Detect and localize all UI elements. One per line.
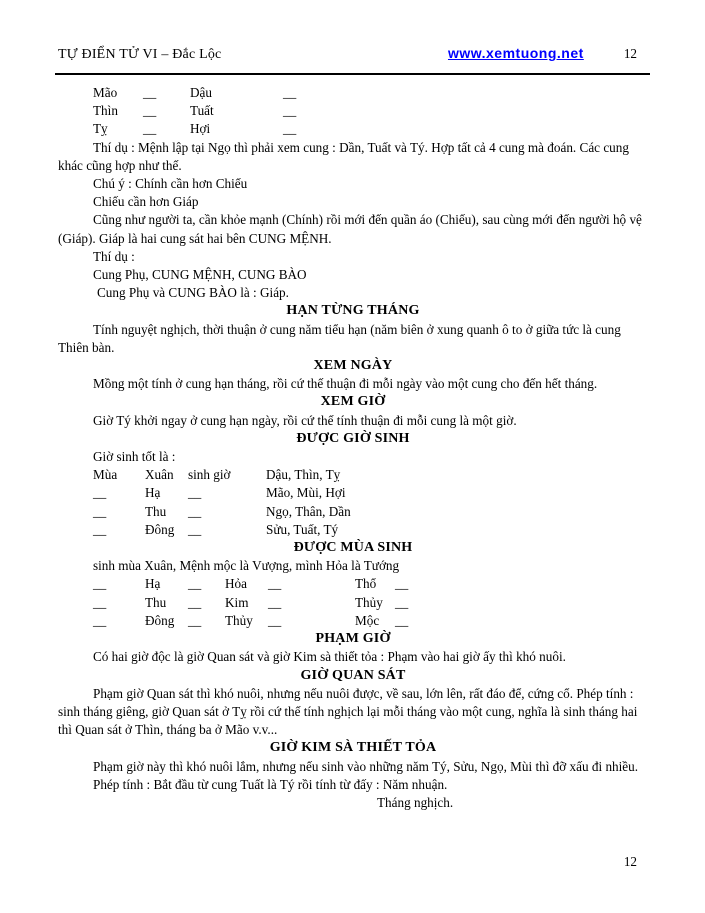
season-cell: Xuân bbox=[145, 467, 174, 483]
paragraph-thang-nghich: Tháng nghịch. bbox=[377, 794, 454, 810]
cung-cell: Hợi bbox=[190, 121, 211, 137]
ditto-mark: __ bbox=[93, 576, 107, 592]
paragraph-pham-gio: Có hai giờ độc là giờ Quan sát và giờ Kim sà thiết tỏa : Phạm vào hai giờ ấy thì khó nuôi. bbox=[93, 649, 566, 665]
section-heading-gio-quan-sat: GIỜ QUAN SÁT bbox=[300, 667, 406, 683]
hours-cell: Mão, Mùi, Hợi bbox=[266, 485, 346, 501]
paragraph-han-tung-thang: Tính nguyệt nghịch, thời thuận ở cung năm tiểu hạn (năm biên ở xung quanh ô to ở giữa tức là cung Thiên bàn. bbox=[58, 321, 621, 355]
section-heading-xem-gio: XEM GIỜ bbox=[320, 394, 386, 410]
ditto-mark: __ bbox=[188, 594, 202, 610]
ditto-mark: __ bbox=[93, 594, 107, 610]
page-header bbox=[0, 0, 705, 64]
ditto-mark: __ bbox=[268, 594, 282, 610]
section-heading-duoc-mua-sinh: ĐƯỢC MÙA SINH bbox=[293, 540, 413, 556]
book-title: TỰ ĐIỂN TỬ VI – Đắc Lộc bbox=[58, 47, 222, 62]
gio-label: sinh giờ bbox=[188, 467, 231, 483]
paragraph-cung-nhu: Cũng như người ta, cần khỏe mạnh (Chính) rồi mới đến quần áo (Chiếu), sau cùng mới đến người hộ vệ (Giáp). Giáp là hai cung sát hai bên CUNG MỆNH. bbox=[58, 212, 642, 246]
section-heading-han-tung-thang: HẠN TỪNG THÁNG bbox=[286, 303, 420, 319]
gio-sinh-table-row bbox=[58, 521, 648, 539]
season-cell: Hạ bbox=[145, 485, 161, 501]
section-heading-pham-gio: PHẠM GIỜ bbox=[315, 631, 391, 647]
gio-sinh-table-row bbox=[58, 484, 648, 502]
mua-sinh-table-row bbox=[58, 594, 648, 612]
ditto-mark: __ bbox=[283, 103, 297, 119]
ditto-mark: __ bbox=[268, 576, 282, 592]
header-right bbox=[448, 44, 648, 63]
ditto-mark: __ bbox=[188, 503, 202, 519]
hours-cell: Sửu, Tuất, Tý bbox=[266, 521, 339, 537]
paragraph-gio-kim-sa: Phạm giờ này thì khó nuôi lắm, nhưng nếu sinh vào những năm Tý, Sửu, Ngọ, Mùi thì đỡ xấu đi nhiều. bbox=[93, 758, 639, 774]
hours-cell: Dậu, Thìn, Tỵ bbox=[266, 467, 341, 483]
ditto-mark: __ bbox=[395, 576, 409, 592]
cung-cell: Mão bbox=[93, 85, 118, 100]
ditto-mark: __ bbox=[283, 85, 297, 100]
paragraph-chieu-can: Chiếu cần hơn Giáp bbox=[93, 194, 199, 210]
ditto-mark: __ bbox=[188, 576, 202, 592]
ditto-mark: __ bbox=[143, 121, 157, 137]
page-content bbox=[58, 84, 648, 812]
gio-sinh-table-row bbox=[58, 466, 648, 484]
element-cell: Thủy bbox=[355, 594, 383, 610]
paragraph-thi-du-menh: Thí dụ : Mệnh lập tại Ngọ thì phải xem cung : Dần, Tuất và Tý. Hợp tất cả 4 cung mà đoán. Các cung khác cũng hợp như thế. bbox=[58, 139, 629, 173]
element-cell: Kim bbox=[225, 594, 249, 610]
ditto-mark: __ bbox=[93, 521, 107, 537]
cung-table-row bbox=[58, 102, 648, 120]
page-number-bottom: 12 bbox=[623, 854, 637, 869]
ditto-mark: __ bbox=[93, 503, 107, 519]
ditto-mark: __ bbox=[283, 121, 297, 137]
ditto-mark: __ bbox=[395, 594, 409, 610]
header-rule bbox=[55, 73, 650, 75]
mua-sinh-table-row bbox=[58, 612, 648, 630]
paragraph-chu-y: Chú ý : Chính cần hơn Chiếu bbox=[93, 176, 248, 192]
paragraph-cung-phu-giap: Cung Phụ và CUNG BÀO là : Giáp. bbox=[97, 285, 289, 301]
paragraph-gio-quan-sat: Phạm giờ Quan sát thì khó nuôi, nhưng nếu nuôi được, về sau, lớn lên, rất đáo để, cứng cổ. Phép tính : sinh tháng giêng, giờ Quan sát ở Tỵ rồi cứ thế tính nghịch lại mỗi tháng vào một cung, nghĩa là sinh tháng hai thì Quan sát ở Thìn, tháng ba ở Mão v.v... bbox=[58, 685, 638, 738]
ditto-mark: __ bbox=[188, 612, 202, 628]
ditto-mark: __ bbox=[268, 612, 282, 628]
paragraph-xem-gio: Giờ Tý khởi ngay ở cung hạn ngày, rồi cứ thế tính thuận đi mỗi cung là một giờ. bbox=[93, 412, 517, 428]
ditto-mark: __ bbox=[188, 485, 202, 501]
ditto-mark: __ bbox=[188, 521, 202, 537]
season-cell: Thu bbox=[145, 594, 167, 610]
cung-cell: Tỵ bbox=[93, 121, 108, 137]
ditto-mark: __ bbox=[93, 485, 107, 501]
paragraph-mua-sinh-intro: sinh mùa Xuân, Mệnh mộc là Vượng, mình Hỏa là Tướng bbox=[93, 558, 400, 574]
site-link[interactable]: www.xemtuong.net bbox=[447, 45, 584, 61]
element-cell: Thủy bbox=[225, 612, 253, 628]
page-number-top: 12 bbox=[623, 46, 637, 61]
element-cell: Thổ bbox=[355, 576, 377, 592]
section-heading-gio-kim-sa: GIỜ KIM SÀ THIẾT TỎA bbox=[269, 740, 437, 756]
cung-table-row bbox=[58, 120, 648, 138]
section-heading-xem-ngay: XEM NGÀY bbox=[313, 358, 393, 374]
ditto-mark: __ bbox=[395, 612, 409, 628]
season-cell: Đông bbox=[145, 521, 175, 537]
cung-cell: Thìn bbox=[93, 103, 118, 119]
paragraph-thi-du-2: Thí dụ : bbox=[93, 248, 135, 264]
ditto-mark: __ bbox=[143, 85, 157, 100]
paragraph-gio-sinh-intro: Giờ sinh tốt là : bbox=[93, 449, 176, 465]
season-cell: Thu bbox=[145, 503, 167, 519]
ditto-mark: __ bbox=[93, 612, 107, 628]
section-heading-duoc-gio-sinh: ĐƯỢC GIỜ SINH bbox=[296, 430, 410, 446]
paragraph-phep-tinh: Phép tính : Bắt đầu từ cung Tuất là Tý rồi tính từ đấy : Năm nhuận. bbox=[93, 776, 448, 792]
element-cell: Hỏa bbox=[225, 576, 247, 592]
cung-table-row bbox=[58, 84, 648, 102]
ditto-mark: __ bbox=[143, 103, 157, 119]
season-cell: Hạ bbox=[145, 576, 161, 592]
paragraph-xem-ngay: Mồng một tính ở cung hạn tháng, rồi cứ thế thuận đi mỗi ngày vào một cung cho đến hết tháng. bbox=[93, 376, 598, 392]
season-label: Mùa bbox=[93, 467, 118, 483]
hours-cell: Ngọ, Thân, Dần bbox=[266, 503, 351, 519]
paragraph-cung-phu: Cung Phụ, CUNG MỆNH, CUNG BÀO bbox=[93, 267, 307, 283]
element-cell: Mộc bbox=[355, 612, 380, 628]
season-cell: Đông bbox=[145, 612, 175, 628]
mua-sinh-table-row bbox=[58, 575, 648, 593]
cung-cell: Tuất bbox=[190, 103, 214, 119]
gio-sinh-table-row bbox=[58, 503, 648, 521]
cung-cell: Dậu bbox=[190, 85, 212, 100]
